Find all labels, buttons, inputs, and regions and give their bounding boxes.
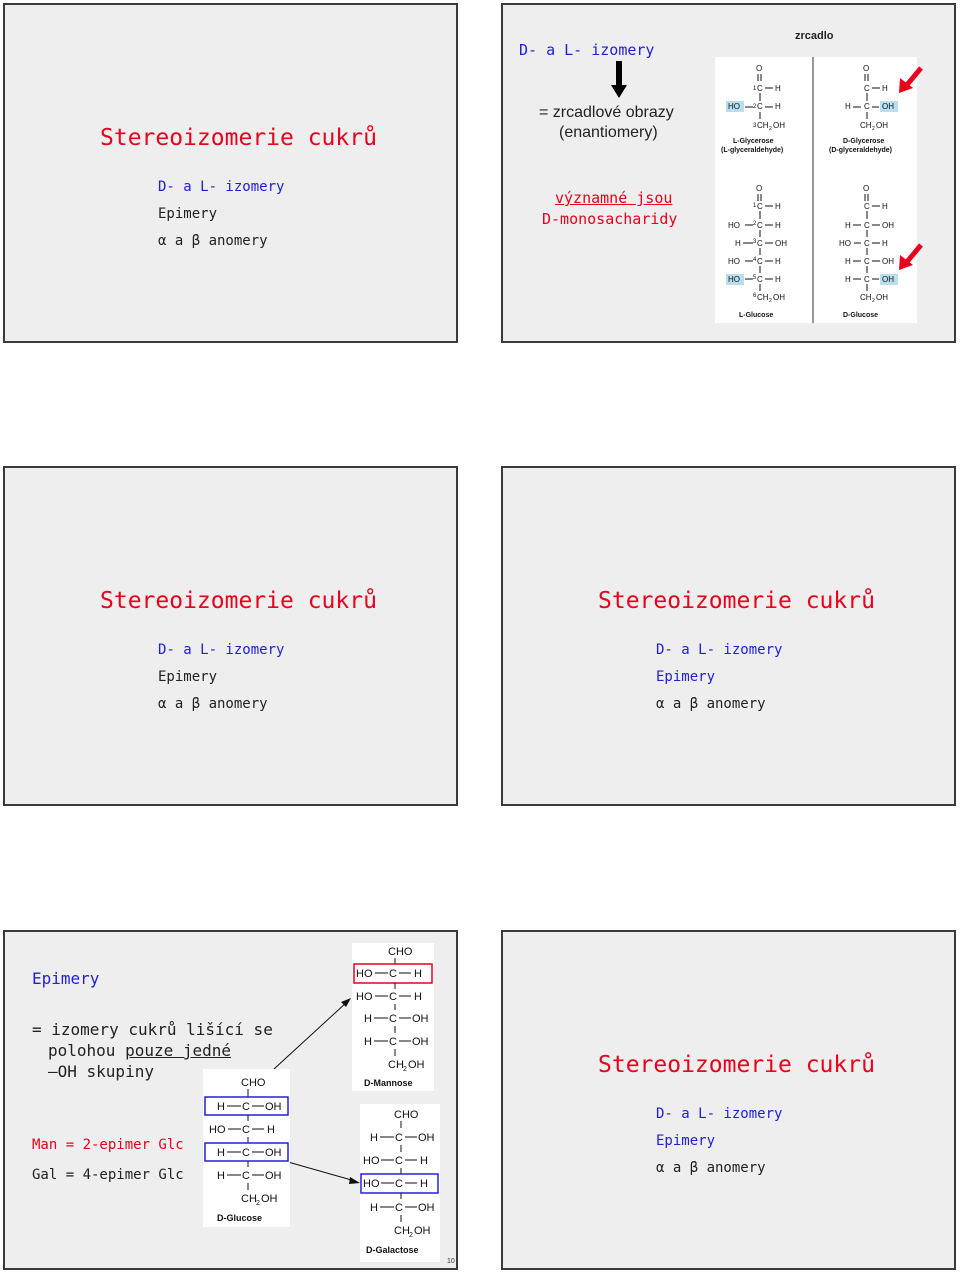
svg-text:2: 2 [769,298,772,304]
svg-text:OH: OH [775,239,787,248]
galactose-epimer-text: Gal = 4-epimer Glc [32,1167,184,1183]
topic-anomers: α a β anomery [158,233,268,249]
svg-text:OH: OH [265,1147,282,1159]
svg-text:C: C [864,102,870,111]
svg-text:2: 2 [403,1066,407,1073]
svg-text:OH: OH [414,1225,431,1237]
slide-title: Stereoizomerie cukrů [598,1052,875,1078]
l-glyceraldehyde-label: (L-glyceraldehyde) [721,147,784,154]
svg-text:C: C [864,275,870,284]
svg-text:C: C [864,202,870,211]
definition-text: polohou [48,1041,126,1060]
svg-text:OH: OH [876,121,888,130]
d-glucose-label: D-Glucose [843,312,879,319]
topic-epimers: Epimery [656,669,716,685]
slide-title: Stereoizomerie cukrů [100,588,377,614]
svg-text:3: 3 [753,239,757,245]
svg-text:H: H [775,84,781,93]
svg-text:C: C [864,84,870,93]
heading-dl-isomers: D- a L- izomery [519,41,655,59]
svg-text:OH: OH [261,1193,278,1205]
svg-text:CH: CH [757,293,769,302]
svg-text:HO: HO [356,968,373,980]
svg-text:OH: OH [412,1036,429,1048]
svg-text:C: C [242,1124,250,1136]
svg-text:C: C [389,1013,397,1025]
svg-text:HO: HO [363,1178,380,1190]
d-galactose-structure [360,1104,440,1262]
svg-text:OH: OH [882,221,894,230]
topic-anomers: α a β anomery [656,696,766,712]
svg-text:C: C [757,275,763,284]
topic-anomers: α a β anomery [656,1160,766,1176]
slide-title: Stereoizomerie cukrů [100,125,377,151]
slide-5 [3,930,458,1270]
svg-text:2: 2 [409,1232,413,1239]
svg-text:2: 2 [256,1200,260,1207]
svg-text:H: H [882,202,888,211]
svg-text:H: H [420,1155,428,1167]
l-glycerose-label: L-Glycerose [733,138,774,145]
svg-text:H: H [845,221,851,230]
svg-text:H: H [217,1170,225,1182]
svg-text:HO: HO [728,102,740,111]
svg-text:OH: OH [882,257,894,266]
svg-text:CHO: CHO [241,1077,266,1089]
svg-text:HO: HO [728,275,740,284]
d-monosaccharides-text: D-monosacharidy [542,210,678,228]
slide-1 [3,3,458,343]
svg-text:C: C [757,221,763,230]
heading-epimers: Epimery [32,969,100,988]
svg-text:H: H [775,221,781,230]
svg-text:OH: OH [408,1059,425,1071]
svg-text:H: H [414,991,422,1003]
only-one-emphasis: pouze jedné [125,1041,232,1060]
svg-text:O: O [863,64,870,73]
svg-text:H: H [370,1132,378,1144]
svg-text:H: H [882,84,888,93]
l-glucose-label: L-Glucose [739,312,774,319]
svg-text:CH: CH [860,293,872,302]
svg-text:H: H [370,1202,378,1214]
svg-text:2: 2 [872,298,875,304]
svg-text:CH: CH [860,121,872,130]
svg-text:CH: CH [388,1059,404,1071]
svg-text:HO: HO [728,257,740,266]
topic-epimers: Epimery [656,1133,716,1149]
svg-text:OH: OH [773,293,785,302]
oh-group-text: –OH skupiny [48,1062,154,1081]
svg-text:C: C [864,239,870,248]
d-mannose-structure [352,943,434,1091]
svg-text:6: 6 [753,293,757,299]
svg-text:HO: HO [728,221,740,230]
slide-3 [3,466,458,806]
mirror-images-text: = zrcadlové obrazy [539,104,674,121]
topic-anomers: α a β anomery [158,696,268,712]
topic-epimers: Epimery [158,669,218,685]
svg-text:C: C [389,968,397,980]
svg-text:O: O [756,184,763,193]
svg-text:C: C [395,1155,403,1167]
topic-epimers: Epimery [158,206,218,222]
d-glucose-structure [203,1069,290,1227]
d-mannose-label: D-Mannose [364,1078,413,1088]
svg-text:H: H [775,257,781,266]
svg-text:CHO: CHO [388,946,413,958]
svg-text:C: C [757,84,763,93]
svg-text:OH: OH [412,1013,429,1025]
svg-text:H: H [364,1036,372,1048]
svg-text:2: 2 [769,126,772,132]
mannose-epimer-text: Man = 2-epimer Glc [32,1137,184,1153]
slide-4 [501,466,956,806]
svg-text:H: H [775,102,781,111]
down-arrow-icon [611,61,627,103]
svg-text:H: H [845,257,851,266]
svg-text:2: 2 [753,104,757,110]
svg-text:OH: OH [882,275,894,284]
slide-2 [501,3,956,343]
slide-title: Stereoizomerie cukrů [598,588,875,614]
red-arrow-icon [897,65,925,99]
topic-dl-isomers: D- a L- izomery [158,179,285,195]
d-glycerose-label: D-Glycerose [843,138,885,145]
svg-text:OH: OH [418,1202,435,1214]
svg-text:H: H [775,275,781,284]
svg-text:1: 1 [753,203,757,209]
svg-text:C: C [395,1178,403,1190]
svg-text:C: C [757,102,763,111]
svg-text:OH: OH [882,102,894,111]
svg-text:C: C [242,1101,250,1113]
svg-text:O: O [863,184,870,193]
svg-text:CHO: CHO [394,1109,419,1121]
svg-text:C: C [395,1132,403,1144]
mirror-label: zrcadlo [795,30,834,42]
svg-text:CH: CH [241,1193,257,1205]
svg-text:CH: CH [394,1225,410,1237]
svg-text:H: H [414,968,422,980]
svg-text:H: H [267,1124,275,1136]
svg-text:1: 1 [753,86,757,92]
svg-text:H: H [845,275,851,284]
svg-text:OH: OH [418,1132,435,1144]
svg-text:H: H [420,1178,428,1190]
svg-text:H: H [775,202,781,211]
topic-dl-isomers: D- a L- izomery [656,642,783,658]
svg-text:4: 4 [753,257,757,263]
topic-dl-isomers: D- a L- izomery [158,642,285,658]
svg-text:H: H [735,239,741,248]
svg-text:3: 3 [753,123,757,129]
svg-text:HO: HO [356,991,373,1003]
svg-text:H: H [882,239,888,248]
svg-text:C: C [389,991,397,1003]
svg-text:C: C [757,257,763,266]
svg-text:H: H [845,102,851,111]
svg-text:HO: HO [363,1155,380,1167]
svg-text:O: O [756,64,763,73]
topic-dl-isomers: D- a L- izomery [656,1106,783,1122]
epimer-definition: = izomery cukrů lišící se [32,1020,273,1039]
svg-text:C: C [242,1170,250,1182]
enantiomers-text: (enantiomery) [559,124,658,141]
svg-text:OH: OH [265,1170,282,1182]
svg-text:HO: HO [209,1124,226,1136]
svg-text:C: C [757,202,763,211]
slide-6 [501,930,956,1270]
d-glyceraldehyde-label: (D-glyceraldehyde) [829,147,893,154]
page-number: 10 [447,1258,455,1265]
svg-text:H: H [217,1101,225,1113]
enantiomer-structures [715,57,917,323]
svg-text:OH: OH [265,1101,282,1113]
svg-text:OH: OH [876,293,888,302]
svg-text:C: C [242,1147,250,1159]
svg-text:H: H [364,1013,372,1025]
svg-text:CH: CH [757,121,769,130]
svg-text:C: C [395,1202,403,1214]
svg-text:C: C [864,221,870,230]
svg-text:C: C [864,257,870,266]
svg-text:HO: HO [839,239,851,248]
red-arrow-icon [897,242,925,276]
svg-text:OH: OH [773,121,785,130]
svg-text:5: 5 [753,275,757,281]
svg-text:C: C [757,239,763,248]
svg-text:2: 2 [872,126,875,132]
svg-text:2: 2 [753,221,757,227]
svg-text:C: C [389,1036,397,1048]
d-glucose-label: D-Glucose [217,1213,263,1223]
important-text: významné jsou [555,189,673,207]
svg-text:H: H [217,1147,225,1159]
d-galactose-label: D-Galactose [366,1245,419,1255]
